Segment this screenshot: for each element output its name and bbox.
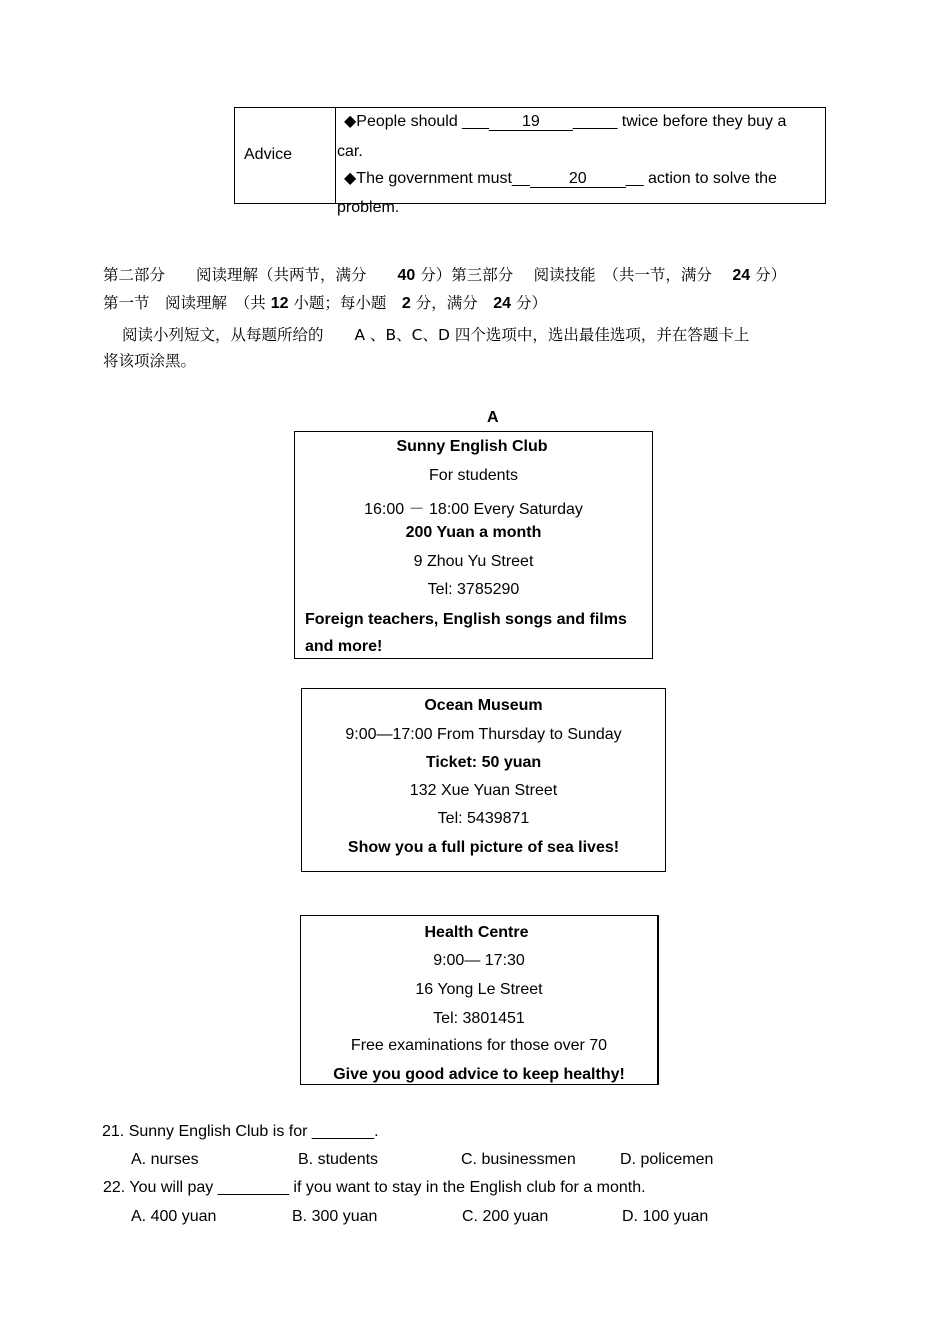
health-tel: Tel: 3801451: [433, 1010, 525, 1027]
health-notice: [300, 915, 659, 1085]
passage-label: A: [487, 409, 499, 426]
health-name: Health Centre: [424, 924, 529, 941]
advice-item-2-text-after: __ action to solve the: [625, 170, 777, 187]
advice-table-divider: [335, 107, 336, 203]
advice-label: Advice: [244, 146, 293, 163]
section-header-text: 分）: [511, 294, 547, 312]
section-header-text: 第二部分 阅读理解（共两节，满分: [103, 266, 398, 284]
question-22-option-c: C. 200 yuan: [462, 1208, 549, 1225]
museum-tel: Tel: 5439871: [437, 810, 530, 827]
blank-20: 20: [530, 170, 626, 188]
club-slogan-line-2: and more!: [305, 638, 383, 655]
question-21-option-b: B. students: [298, 1151, 379, 1168]
blank-19: 19: [489, 113, 573, 131]
museum-address: 132 Xue Yuan Street: [409, 782, 558, 799]
question-22-option-a: A. 400 yuan: [131, 1208, 217, 1225]
club-slogan-line-1: Foreign teachers, English songs and films: [305, 611, 627, 628]
question-21-option-a: A. nurses: [131, 1151, 199, 1168]
museum-notice: [301, 688, 666, 872]
club-name: Sunny English Club: [396, 438, 548, 455]
section-score: 24: [732, 267, 751, 284]
section-header-line-2: [103, 291, 547, 313]
health-time: 9:00— 17:30: [433, 952, 525, 969]
section-header-text: 第一节 阅读理解 （共: [103, 294, 271, 312]
section-score: 2: [401, 295, 411, 312]
section-header-text: 分）第三部分 阅读技能 （共一节，满分: [415, 266, 733, 284]
section-score: 40: [397, 267, 416, 284]
museum-time: 9:00—17:00 From Thursday to Sunday: [345, 726, 622, 743]
instructions-line-2: 将该项涂黑。: [103, 352, 197, 370]
museum-name: Ocean Museum: [424, 697, 543, 714]
health-slogan: Give you good advice to keep healthy!: [333, 1066, 625, 1083]
question-21-option-c: C. businessmen: [461, 1151, 576, 1168]
advice-item-2: [344, 168, 777, 188]
question-21-stem: 21. Sunny English Club is for _______.: [102, 1123, 379, 1140]
advice-item-2-continuation: problem.: [337, 199, 400, 216]
question-22-stem: 22. You will pay ________ if you want to stay in the English club for a month.: [103, 1179, 646, 1196]
section-header-text: 小题；每小题: [288, 294, 402, 312]
advice-item-1-continuation: car.: [337, 143, 363, 160]
advice-item-1-text-after: _____ twice before they buy a: [572, 113, 787, 130]
question-22-option-b: B. 300 yuan: [292, 1208, 378, 1225]
club-time: 16:00 － 18:00 Every Saturday: [364, 501, 583, 518]
club-price: 200 Yuan a month: [405, 524, 542, 541]
section-header-text: 分，满分: [410, 294, 494, 312]
health-address: 16 Yong Le Street: [415, 981, 543, 998]
question-21-option-d: D. policemen: [620, 1151, 714, 1168]
museum-ticket: Ticket: 50 yuan: [425, 754, 542, 771]
section-score: 24: [493, 295, 512, 312]
question-22-option-d: D. 100 yuan: [622, 1208, 709, 1225]
advice-item-1-text-before: ◆People should ___: [344, 113, 489, 130]
section-header-text: 分）: [750, 266, 787, 284]
museum-slogan: Show you a full picture of sea lives!: [347, 839, 620, 856]
club-address: 9 Zhou Yu Street: [413, 553, 534, 570]
advice-item-2-text-before: ◆The government must__: [344, 170, 530, 187]
club-tel: Tel: 3785290: [427, 581, 520, 598]
instructions-line-1: 阅读小列短文，从每题所给的 A 、B、C、D 四个选项中，选出最佳选项，并在答题卡上: [122, 326, 750, 344]
health-note: Free examinations for those over 70: [350, 1037, 608, 1054]
advice-item-1: [344, 111, 786, 131]
section-score: 12: [270, 295, 289, 312]
club-notice: [294, 431, 653, 659]
section-header-line-1: [103, 263, 786, 285]
club-audience: For students: [429, 467, 518, 484]
